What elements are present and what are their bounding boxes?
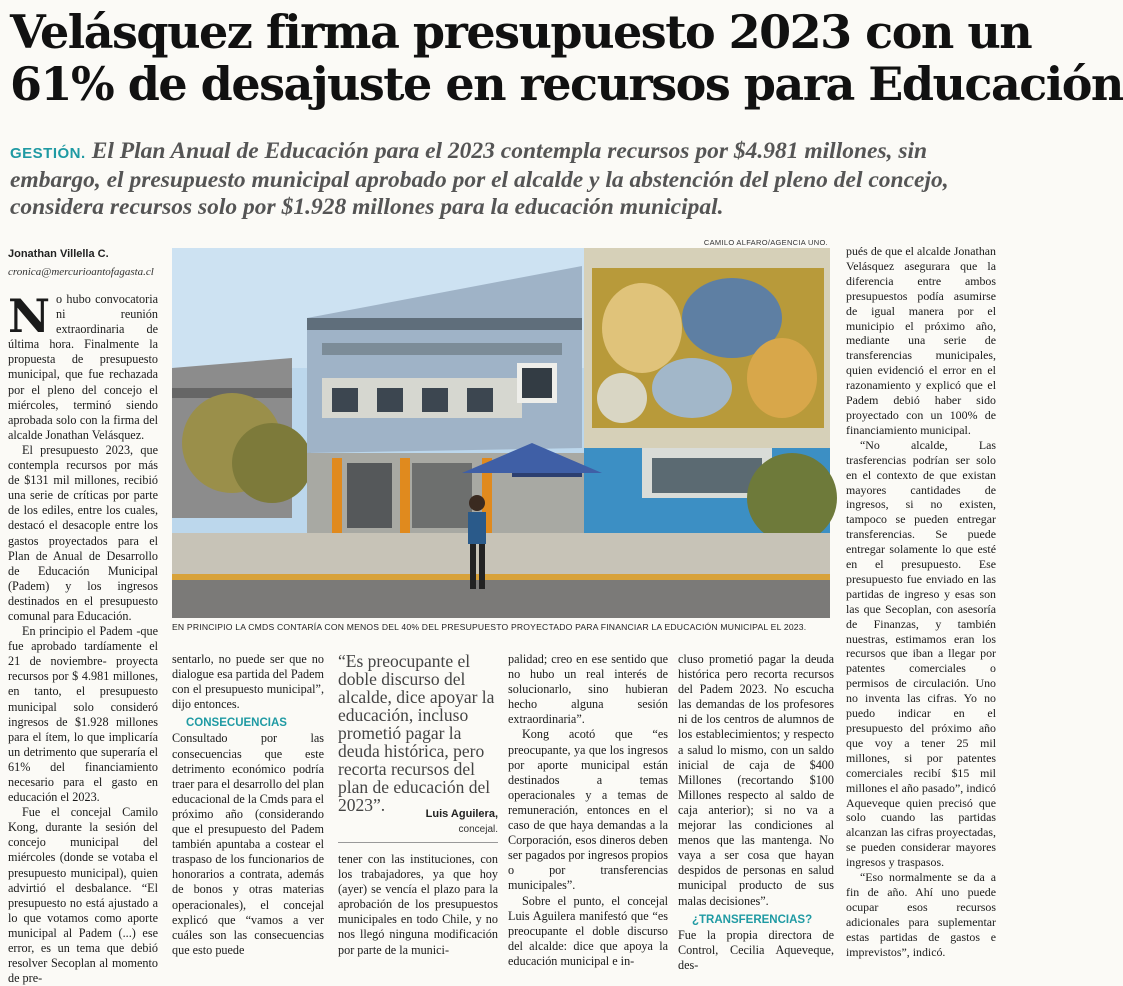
headline-line-1: Velásquez firma presupuesto 2023 con un <box>10 5 1032 59</box>
column-6 <box>846 244 996 960</box>
quote-role: concejal. <box>458 824 498 835</box>
column-5 <box>678 652 834 973</box>
paragraph: No hubo convocatoria ni reunión extraordinaria de última hora. Finalmente la propuesta de presupuesto municipal, que fue rechazada por el pleno del concejo el miércoles, terminó siendo aprobada solo con la firma del alcalde Jonathan Velásquez. <box>8 289 158 442</box>
byline-email: cronica@mercurioantofagasta.cl <box>8 266 154 278</box>
paragraph: tener con las instituciones, con los trabajadores, ya que hoy (ayer) se vencía el plazo para la aprobación de los presupuestos municipales en todo Chile, y no nos llegó ninguna modificación por parte de la munici- <box>338 852 498 957</box>
byline-author: Jonathan Villella C. <box>8 248 109 260</box>
paragraph: Fue el concejal Camilo Kong, durante la sesión del concejo municipal del miércoles (donde se votaba el presupuesto municipal), quien advirtió el desbalance. “El presupuesto no está ajustado a lo que votamos como aporte municipal al Padem (...) ese error, es un tema que debió resolver Secoplan al momento de pre- <box>8 805 158 986</box>
column-3 <box>338 852 498 958</box>
paragraph: cluso prometió pagar la deuda histórica pero recorta recursos del Padem 2023. No escucha las demandas de los profesores ni de los centros de alumnos de los establecimientos; y respecto a salud lo mismo, con un saldo inicial de caja de $400 Millones (recortando $100 Millones respecto al saldo de caja anterior); si no va a mejorar las condiciones al menos que las mantenga. No vaya a ser cosa que hayan despidos de personas en salud municipal producto de sus malas decisiones”. <box>678 652 834 908</box>
column-4 <box>508 652 668 969</box>
deck-text: El Plan Anual de Educación para el 2023 contempla recursos por $4.981 millones, sin embargo, el presupuesto municipal aprobado por el alcalde y la abstención del pleno del concejo, considera recursos solo por $1.928 millones para la educación municipal. <box>10 138 949 220</box>
subheading: CONSECUENCIAS <box>186 717 287 730</box>
news-photo <box>172 248 830 618</box>
paragraph: El presupuesto 2023, que contempla recursos por más de $131 mil millones, recibió una serie de críticas por parte de los ediles, entre los cuales, destacó el desacople entre los gastos proyectados para el Plan de Anual de Desarrollo de Educación Municipal (Padem) y los ingresos destinados en el presupuesto comunal para Educación. <box>8 442 158 623</box>
school-building-photo <box>172 248 830 618</box>
photo-credit: CAMILO ALFARO/AGENCIA UNO. <box>703 238 828 247</box>
deck <box>10 138 985 221</box>
quote-author: Luis Aguilera, <box>425 808 498 820</box>
section-kicker: GESTIÓN. <box>10 145 86 162</box>
paragraph: sentarlo, no puede ser que no dialogue esa partida del Padem con el presupuesto municipal”, dijo entonces. <box>172 652 324 712</box>
paragraph: Fue la propia directora de Control, Cecilia Aqueveque, des- <box>678 927 834 972</box>
divider <box>338 842 498 843</box>
headline-line-2: 61% de desajuste en recursos para Educación <box>10 57 1123 111</box>
paragraph: Consultado por las consecuencias que este detrimento económico podría traer para el desarrollo del plan educacional de la Cmds para el próximo año (considerando que el presupuesto del Padem también apuntaba a costear el traspaso de los funcionarios de honorarios a contrata, además de bonos y otras materias operacionales), el concejal explicó que “vamos a ver cuáles son las consecuencias que esto puede <box>172 731 324 957</box>
headline <box>10 5 1123 111</box>
pull-quote: “Es preocupante el doble discurso del alcalde, dice apoyar la educación, incluso prometió pagar la deuda histórica, pero recorta recursos del plan de educación del 2023”. <box>338 651 495 815</box>
paragraph: En principio el Padem -que fue aprobado tardíamente el 21 de noviembre- proyecta recursos por $ 4.981 millones, en tanto, el presupuesto municipal solo consideró ingresos de $1.928 millones para el ítem, lo que implicaría un detrimento que superaría el 61% del financiamiento necesario para el gasto en educación el 2023. <box>8 624 158 805</box>
column-1 <box>8 289 158 986</box>
paragraph: pués de que el alcalde Jonathan Velásquez asegurara que la diferencia entre ambos presupuestos podía asumirse de igual manera por el municipio el próximo año, mediante una serie de transferencias municipales, quien evidenció el error en el razonamiento y explicó que el Padem debió haber sido proyectado con un 100% de financiamiento municipal. <box>846 244 996 437</box>
paragraph: “No alcalde, Las trasferencias podrían ser solo en el contexto de que existan mayores cantidades de ingresos, si no existen, tampoco se pueden entregar transferencias. Se puede entregar solamente lo que esté en el presupuesto. Ese presupuesto fue enviado en las partidas de ingreso y esas son las que Secoplan, con asesoría de Finanzas, y también nuestras, estimamos eran los recursos que iban a llegar por patentes comerciales o permisos de circulación. Uno no inventa las cifras. Yo no puedo indicar en el presupuesto del próximo año que voy a tener 25 mil millones, si por patentes comerciales recibí $15 mil millones el año pasado”, indicó Aqueveque quien precisó que solo cuando las partidas alcanzan las cifras proyectadas, se pueden considerar mayores ingresos y traspasos. <box>846 437 996 870</box>
paragraph: Kong acotó que “es preocupante, ya que los ingresos por aporte municipal están destinados a temas operacionales y a temas de remuneración, entonces en el caso de que haya demandas a la Corporación, esos dineros deben ser pagados por ingresos propios o por transferencias municipales”. <box>508 727 668 893</box>
column-2 <box>172 652 324 958</box>
paragraph: Sobre el punto, el concejal Luis Aguilera manifestó que “es preocupante el doble discurso del alcalde: dice que apoya la educación municipal e in- <box>508 893 668 968</box>
drop-cap: N <box>8 289 51 343</box>
photo-caption: EN PRINCIPIO LA CMDS CONTARÍA CON MENOS DEL 40% DEL PRESUPUESTO PROYECTADO PARA FINANCIAR LA EDUCACIÓN MUNICIPAL EL 2023. <box>172 622 807 632</box>
subheading: ¿TRANSFERENCIAS? <box>692 913 813 926</box>
paragraph: “Eso normalmente se da a fin de año. Ahí uno puede ocupar esos recursos adicionales para suplementar estas partidas de gastos e imprevistos”, indicó. <box>846 870 996 959</box>
paragraph: palidad; creo en ese sentido que no hubo un real interés de solucionarlo, sino hubieran hecho alguna sesión extraordinaria”. <box>508 652 668 727</box>
